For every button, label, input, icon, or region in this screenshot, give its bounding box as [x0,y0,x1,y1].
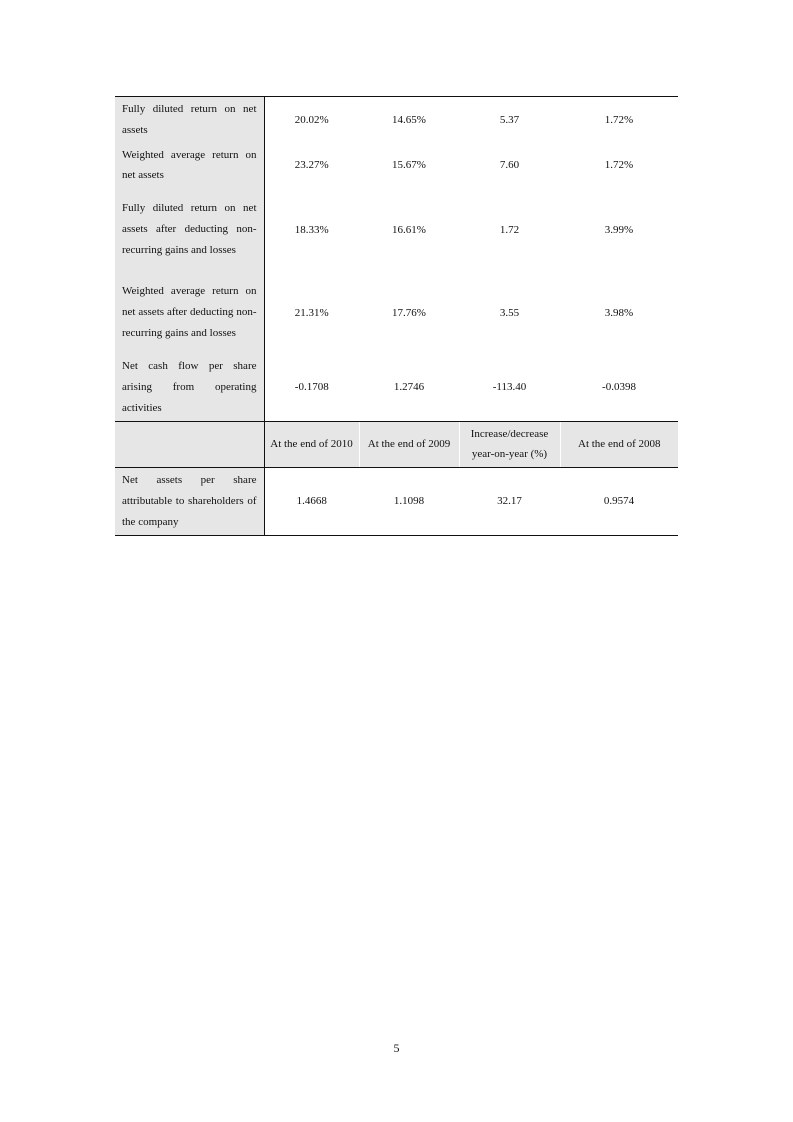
table-cell: 1.72% [604,159,634,172]
table-row [115,97,678,143]
table-cell: 1.72% [560,97,678,143]
row-label: Fully diluted return on net assets [115,97,264,143]
table-cell: 1.1098 [359,468,459,535]
table-cell: 18.33% [294,223,329,236]
table-cell: -113.40 [492,381,527,394]
table-cell: 1.4668 [264,468,359,535]
table-cell: 7.60 [499,159,520,172]
table-cell: 3.98% [604,306,634,319]
table-cell: 23.27% [294,159,329,172]
page-number: 5 [393,1041,400,1055]
row-label: Weighted average return on net assets [115,143,264,189]
table-row [115,354,678,421]
row-label: Fully diluted return on net assets after deducting non-recurring gains and losses [115,188,264,271]
table-cell: 15.67% [392,159,426,172]
table-cell: 3.55 [499,306,520,319]
table-header-row [115,421,678,468]
table-cell: 0.9574 [560,468,678,535]
column-header: At the end of 2008 [560,421,678,468]
table-cell: -0.1708 [294,381,329,394]
financial-indicators-table [115,96,678,536]
table-cell: 1.72 [499,223,520,236]
column-header: At the end of 2009 [359,421,459,468]
table-cell: -0.0398 [602,381,636,394]
table-cell: 1.2746 [393,381,425,394]
row-label: Net assets per share attributable to shareholders of the company [115,468,264,535]
table-row [115,271,678,354]
table-cell: 21.31% [294,306,329,319]
header-blank-cell [115,421,264,468]
table-row [115,468,678,535]
table-cell: 3.99% [604,223,634,236]
table-cell: 14.65% [359,97,459,143]
column-header: At the end of 2010 [264,421,359,468]
table-cell: 5.37 [459,97,560,143]
table-row [115,143,678,189]
table-cell: 32.17 [459,468,560,535]
column-header: Increase/decrease year-on-year (%) [459,421,560,468]
table-cell: 16.61% [392,223,426,236]
table-cell: 17.76% [392,306,426,319]
table-row [115,188,678,271]
row-label: Weighted average return on net assets after deducting non-recurring gains and losses [115,271,264,354]
table-cell: 20.02% [264,97,359,143]
row-label: Net cash flow per share arising from operating activities [115,354,264,421]
